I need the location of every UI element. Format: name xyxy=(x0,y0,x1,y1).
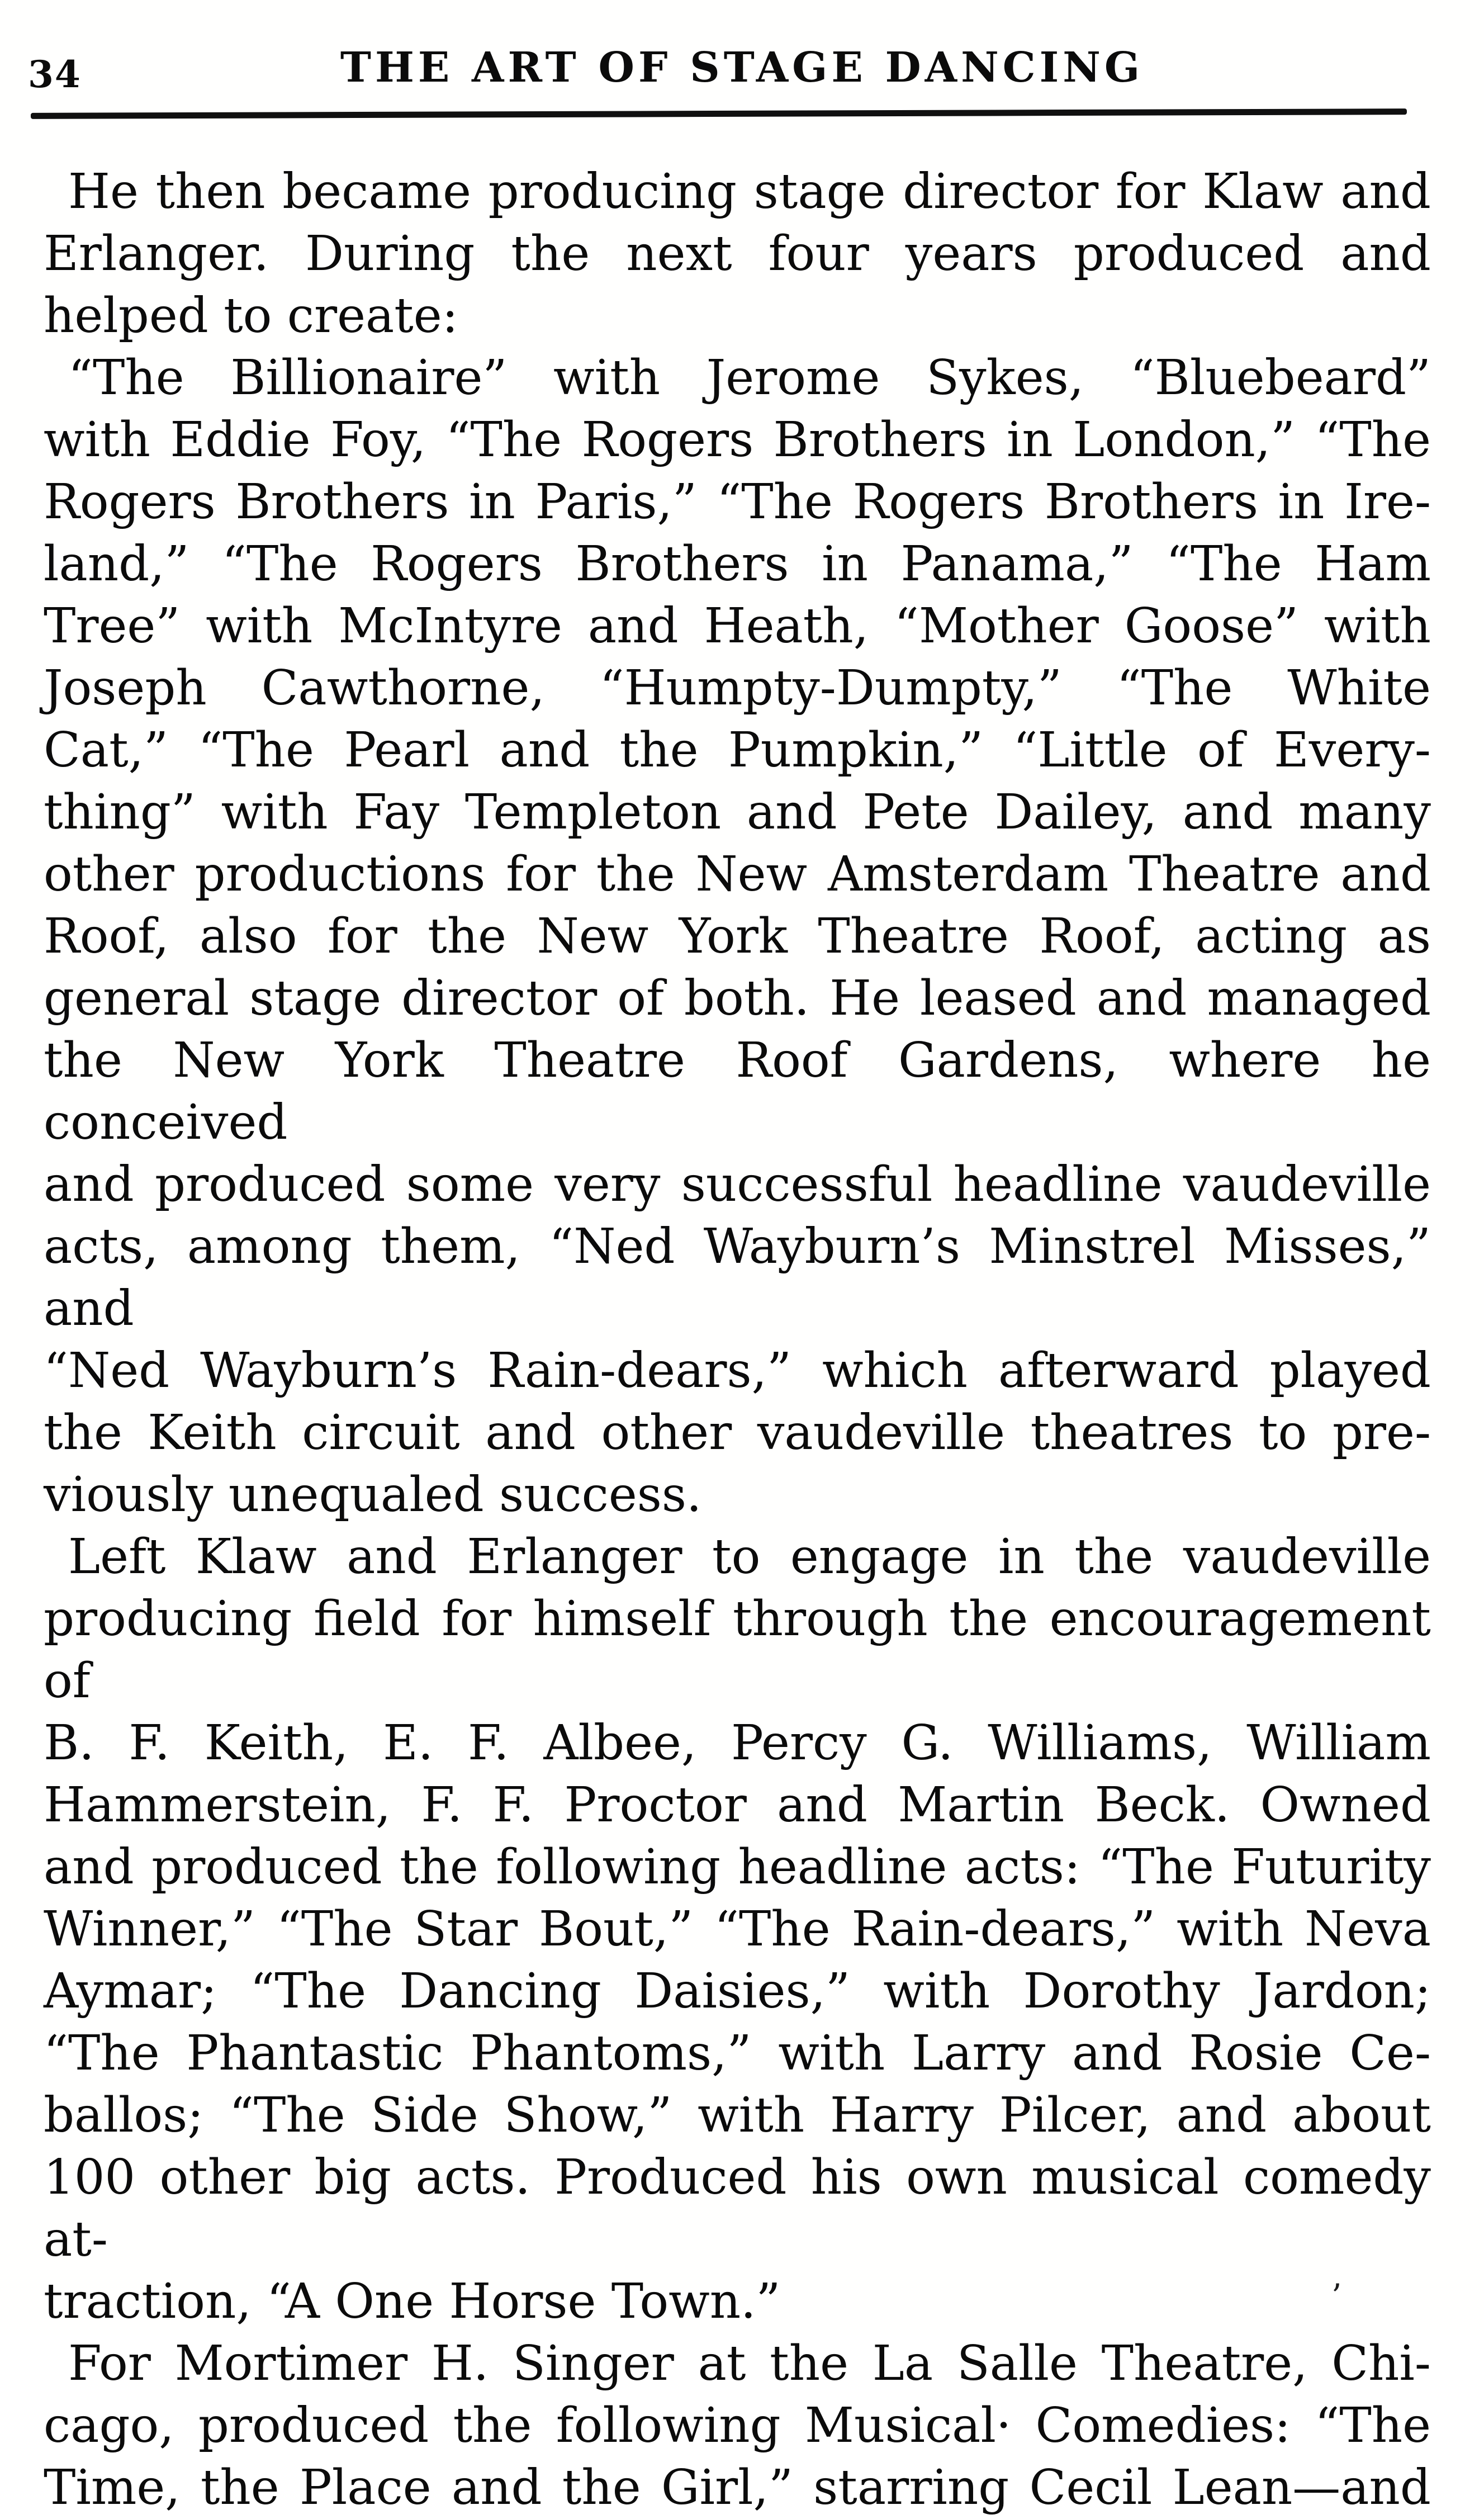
text-line: Aymar; “The Dancing Daisies,” with Dorothy Jardon; xyxy=(44,1963,1431,2019)
text-line: Time, the Place and the Girl,” starring Cecil Lean—and xyxy=(44,2460,1431,2516)
text-line: 100 other big acts. Produced his own musical comedy at- xyxy=(44,2149,1431,2267)
text-line: thing” with Fay Templeton and Pete Dailey, and many xyxy=(44,784,1431,840)
body-text xyxy=(44,161,1431,2519)
text-line: helped to create: xyxy=(44,288,458,344)
scan-artifact-mark: ’ xyxy=(1331,2277,1342,2315)
text-line: the New York Theatre Roof Gardens, where he conceived xyxy=(44,1033,1431,1150)
text-line: Hammerstein, F. F. Proctor and Martin Beck. Owned xyxy=(44,1777,1431,1833)
text-line: viously unequaled success. xyxy=(44,1467,702,1523)
text-line: B. F. Keith, E. F. Albee, Percy G. Williams, William xyxy=(44,1715,1431,1771)
text-line: Left Klaw and Erlanger to engage in the vaudeville xyxy=(68,1529,1431,1585)
text-line: the Keith circuit and other vaudeville theatres to pre- xyxy=(44,1405,1431,1461)
text-line: cago, produced the following Musical· Comedies: “The xyxy=(44,2398,1431,2454)
text-line: For Mortimer H. Singer at the La Salle Theatre, Chi- xyxy=(68,2336,1431,2392)
text-line: traction, “A One Horse Town.” xyxy=(44,2274,781,2329)
text-line: Roof, also for the New York Theatre Roof, acting as xyxy=(44,908,1431,964)
text-line: land,” “The Rogers Brothers in Panama,” “The Ham xyxy=(44,536,1431,592)
text-line: producing field for himself through the encouragement of xyxy=(44,1591,1431,1709)
text-line: and produced some very successful headline vaudeville xyxy=(44,1157,1431,1213)
text-line: acts, among them, “Ned Wayburn’s Minstrel Misses,” and xyxy=(44,1219,1431,1337)
text-line: Joseph Cawthorne, “Humpty-Dumpty,” “The White xyxy=(44,660,1431,716)
text-line: with Eddie Foy, “The Rogers Brothers in London,” “The xyxy=(44,412,1431,468)
text-line: Cat,” “The Pearl and the Pumpkin,” “Little of Every- xyxy=(44,722,1431,778)
text-line: Rogers Brothers in Paris,” “The Rogers Brothers in Ire- xyxy=(44,474,1431,530)
text-line: and produced the following headline acts: “The Futurity xyxy=(44,1839,1431,1895)
header-rule xyxy=(31,108,1407,119)
text-line: Tree” with McIntyre and Heath, “Mother Goose” with xyxy=(44,598,1431,654)
text-line: “The Phantastic Phantoms,” with Larry and Rosie Ce- xyxy=(44,2025,1431,2081)
text-line: ballos; “The Side Show,” with Harry Pilcer, and about xyxy=(44,2087,1431,2143)
page-number: 34 xyxy=(28,53,82,96)
text-line: general stage director of both. He leased and managed xyxy=(44,970,1431,1026)
text-line: Winner,” “The Star Bout,” “The Rain-dears,” with Neva xyxy=(44,1901,1431,1957)
text-line: other productions for the New Amsterdam Theatre and xyxy=(44,846,1431,902)
text-line: Erlanger. During the next four years produced and xyxy=(44,226,1431,282)
text-line: “The Billionaire” with Jerome Sykes, “Bluebeard” xyxy=(68,350,1431,406)
text-line: “Ned Wayburn’s Rain-dears,” which afterward played xyxy=(44,1343,1431,1399)
running-title: THE ART OF STAGE DANCING xyxy=(340,44,1144,92)
text-line: He then became producing stage director for Klaw and xyxy=(68,164,1431,220)
